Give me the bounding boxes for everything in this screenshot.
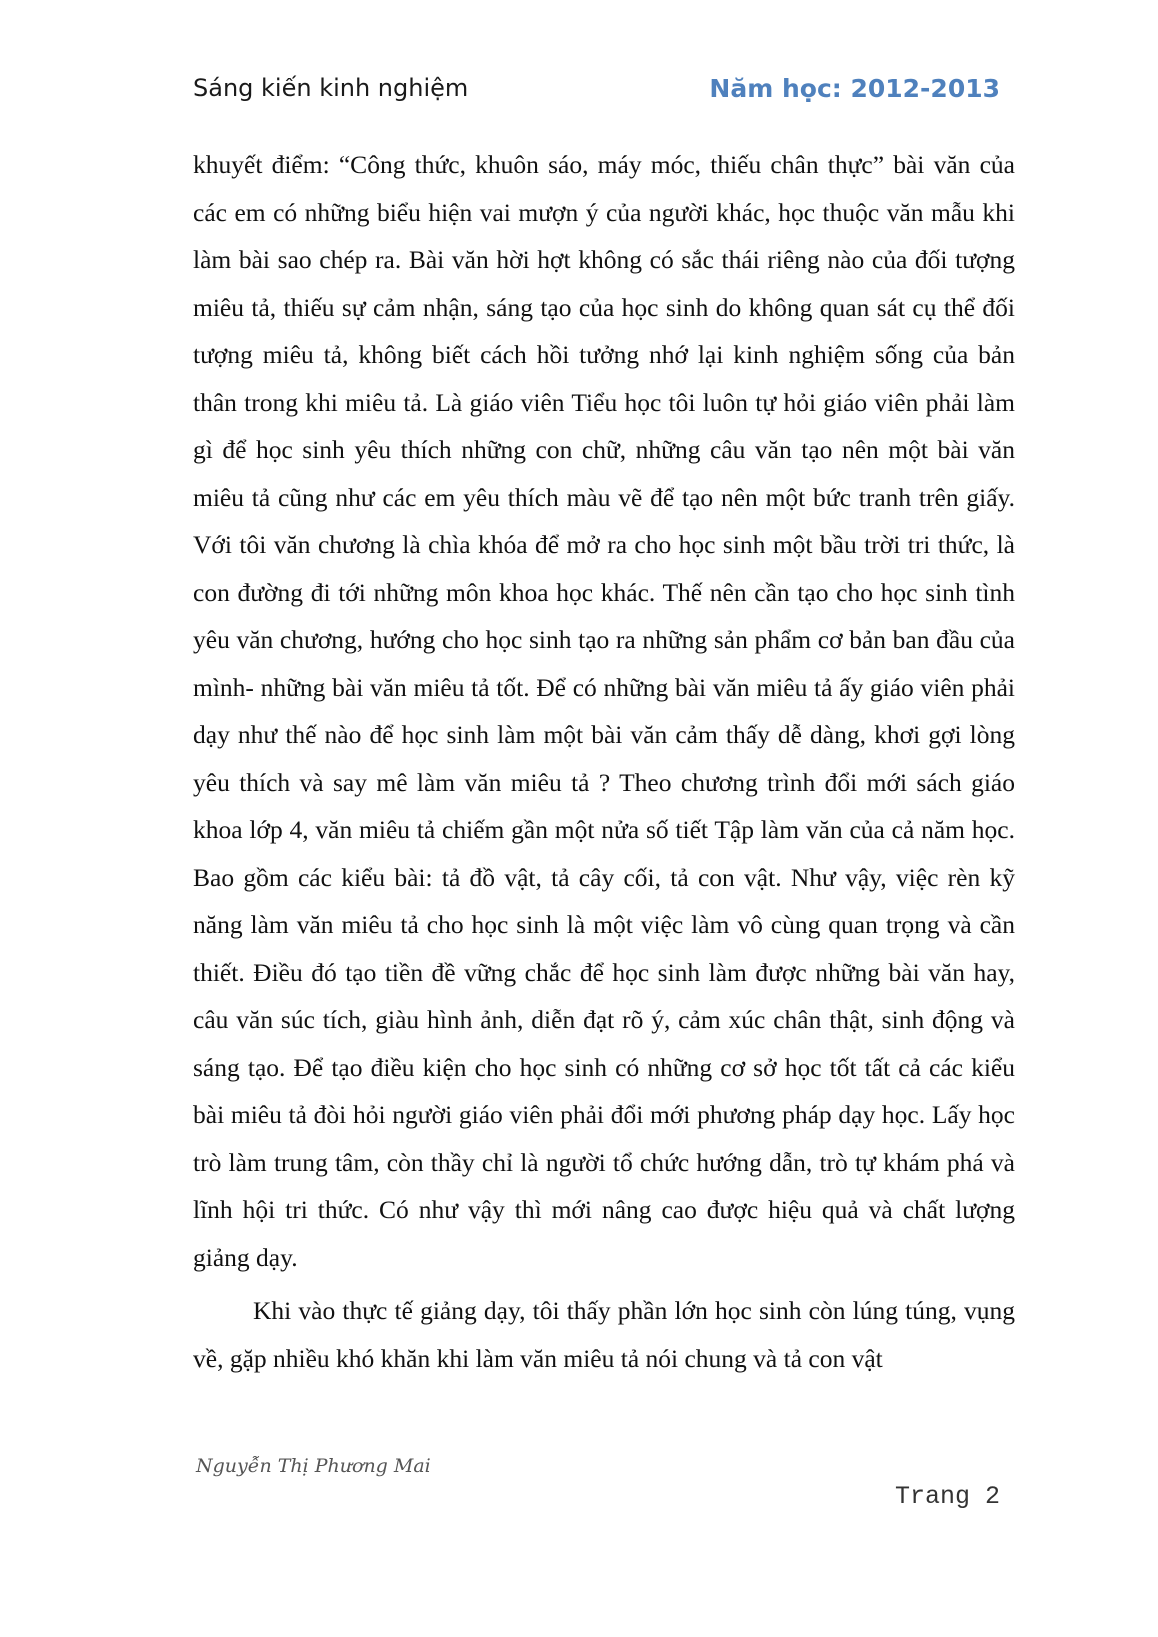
paragraph-1: khuyết điểm: “Công thức, khuôn sáo, máy móc, thiếu chân thực” bài văn của các em có những biểu hiện vai mượn ý của người khác, học thuộc văn mẫu khi làm bài sao chép ra. Bài văn hời hợt không có sắc thái riêng nào của đối tượng miêu tả, thiếu sự cảm nhận, sáng tạo của học sinh do không quan sát cụ thể đối tượng miêu tả, không biết cách hồi tưởng nhớ lại kinh nghiệm sống của bản thân trong khi miêu tả. Là giáo viên Tiểu học tôi luôn tự hỏi giáo viên phải làm gì để học sinh yêu thích những con chữ, những câu văn tạo nên một bài văn miêu tả cũng như các em yêu thích màu vẽ để tạo nên một bức tranh trên giấy. Với tôi văn chương là chìa khóa để mở ra cho học sinh một bầu trời tri thức, là con đường đi tới những môn khoa học khác. Thế nên cần tạo cho học sinh tình yêu văn chương, hướng cho học sinh tạo ra những sản phẩm cơ bản ban đầu của mình- những bài văn miêu tả tốt. Để có những bài văn miêu tả ấy giáo viên phải dạy như thế nào để học sinh làm một bài văn cảm thấy dễ dàng, khơi gợi lòng yêu thích và say mê làm văn miêu tả ? Theo chương trình đổi mới sách giáo khoa lớp 4, văn miêu tả chiếm gần một nửa số tiết Tập làm văn của cả năm học. Bao gồm các kiểu bài: tả đồ vật, tả cây cối, tả con vật. Như vậy, việc rèn kỹ năng làm văn miêu tả cho học sinh là một việc làm vô cùng quan trọng và cần thiết. Điều đó tạo tiền đề vững chắc để học sinh làm được những bài văn hay, câu văn súc tích, giàu hình ảnh, diễn đạt rõ ý, cảm xúc chân thật, sinh động và sáng tạo. Để tạo điều kiện cho học sinh có những cơ sở học tốt tất cả các kiểu bài miêu tả đòi hỏi người giáo viên phải đổi mới phương pháp dạy học. Lấy học trò làm trung tâm, còn thầy chỉ là người tổ chức hướng dẫn, trò tự khám phá và lĩnh hội tri thức. Có như vậy thì mới nâng cao được hiệu quả và chất lượng giảng dạy. [193,150,1015,1272]
header-title: Sáng kiến kinh nghiệm [193,74,469,102]
header-school-year: Năm học: 2012-2013 [709,74,1000,103]
body-text [193,141,1015,1382]
paragraph-2: Khi vào thực tế giảng dạy, tôi thấy phần lớn học sinh còn lúng túng, vụng về, gặp nhiều khó khăn khi làm văn miêu tả nói chung và tả con vật [193,1296,1015,1373]
page-number: Trang 2 [894,1482,1000,1511]
footer-author: Nguyễn Thị Phương Mai [196,1455,431,1477]
